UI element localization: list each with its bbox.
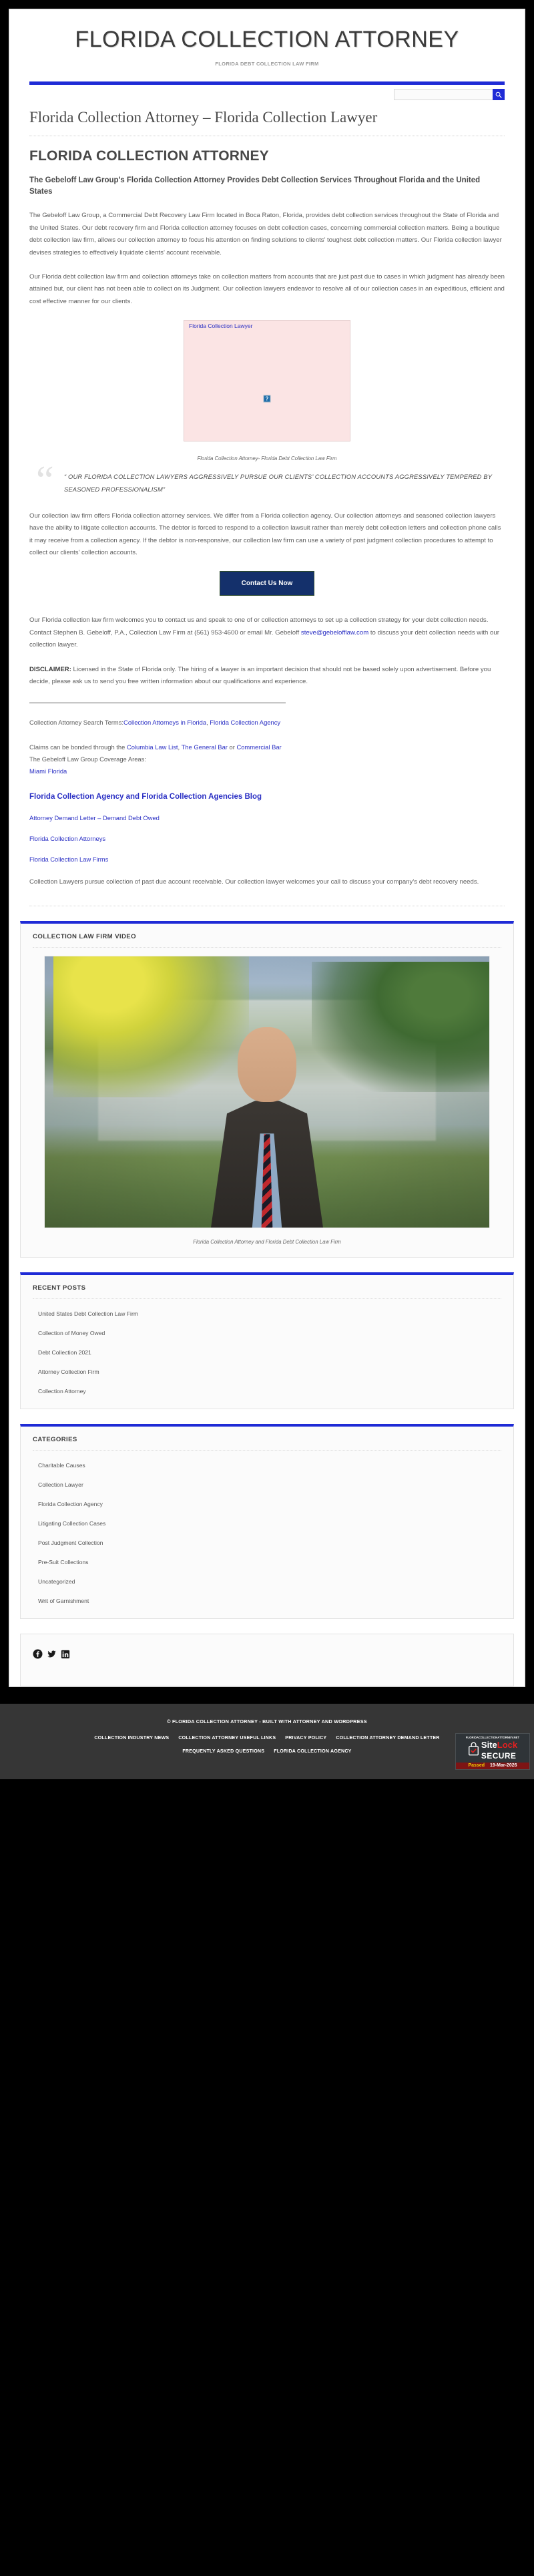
section-subheading: The Gebeloff Law Group’s Florida Collection Attorney Provides Debt Collection Services Throughout Florida and the United States [29, 176, 481, 196]
pull-quote: “ “ OUR FLORIDA COLLECTION LAWYERS AGGRESSIVELY PURSUE OUR CLIENTS’ COLLECTION ACCOUNTS AGGRESSIVELY TEMPERED BY SEASONED PROFESSIONALISM” [29, 471, 505, 496]
category-link-2[interactable]: Florida Collection Agency [38, 1501, 103, 1508]
list-item [33, 1575, 501, 1587]
sitelock-brand-row [456, 1739, 529, 1763]
search-term-link-0[interactable]: Collection Attorneys in Florida [123, 719, 207, 727]
blog-heading: Florida Collection Agency and Florida Collection Agencies Blog [29, 792, 262, 801]
linkedin-icon[interactable] [61, 1650, 70, 1659]
category-link-7[interactable]: Writ of Garnishment [38, 1598, 89, 1605]
list-item [33, 1536, 501, 1548]
category-link-0[interactable]: Charitable Causes [38, 1462, 85, 1469]
footer-link-demand-letter[interactable]: COLLECTION ATTORNEY DEMAND LETTER [336, 1735, 440, 1741]
category-link-4[interactable]: Post Judgment Collection [38, 1539, 103, 1547]
search-icon [495, 91, 502, 98]
search-term-separator: , [206, 719, 210, 727]
site-tagline: FLORIDA DEBT COLLECTION LAW FIRM [215, 61, 319, 67]
site-frame [9, 9, 525, 1686]
sitelock-word-site: Site [481, 1739, 497, 1750]
list-item [33, 1497, 501, 1509]
blog-link-collection-law-firms[interactable]: Florida Collection Law Firms [29, 855, 109, 863]
portrait-head [238, 1027, 296, 1102]
list-item [33, 1594, 501, 1606]
section-heading: FLORIDA COLLECTION ATTORNEY [29, 148, 269, 164]
page-root [0, 9, 534, 1779]
list-item [33, 1517, 501, 1529]
sitelock-word-secure: SECURE [481, 1751, 517, 1761]
bonded-link-general-bar[interactable]: The General Bar [181, 743, 228, 751]
blog-link-collection-attorneys[interactable]: Florida Collection Attorneys [29, 834, 106, 842]
contact-email-link[interactable]: steve@gebelofflaw.com [300, 628, 369, 636]
footer-link-privacy-policy[interactable]: PRIVACY POLICY [285, 1735, 327, 1741]
figure-caption: Florida Collection Attorney- Florida Debt Collection Law Firm [197, 455, 337, 462]
page-title: Florida Collection Attorney – Florida Collection Lawyer [29, 109, 378, 126]
broken-image-icon: ? [264, 395, 271, 403]
collection-lawyer-figure [29, 320, 505, 462]
sitelock-date: 19-Mar-2026 [490, 1763, 517, 1769]
bonded-prefix: Claims can be bonded through the [29, 743, 127, 751]
list-item [33, 1459, 501, 1471]
recent-posts-title: RECENT POSTS [33, 1284, 501, 1299]
category-link-3[interactable]: Litigating Collection Cases [38, 1520, 106, 1527]
recent-post-link-3[interactable]: Attorney Collection Firm [38, 1368, 99, 1376]
list-item [33, 1365, 501, 1377]
social-icon-row [33, 1649, 501, 1659]
recent-posts-widget [20, 1272, 514, 1409]
footer-copyright: © FLORIDA COLLECTION ATTORNEY - BUILT WITH ATTORNEY AND WORDPRESS [167, 1718, 367, 1725]
site-footer [0, 1704, 534, 1779]
search-terms-block [29, 717, 505, 729]
list-item [33, 1555, 501, 1568]
bonded-joiner-1: , [178, 743, 182, 751]
search-term-link-1[interactable]: Florida Collection Agency [210, 719, 281, 727]
footer-nav [0, 1735, 534, 1740]
header-rule-container [9, 71, 525, 85]
contact-paragraph [29, 614, 505, 651]
footer-link-collection-industry-news[interactable]: COLLECTION INDUSTRY NEWS [94, 1735, 170, 1741]
search-input[interactable] [394, 89, 493, 100]
bonded-joiner-2: or [227, 743, 237, 751]
video-caption: Florida Collection Attorney and Florida Debt Collection Law Firm [193, 1239, 341, 1246]
bonded-claims-block [29, 741, 505, 778]
social-widget [20, 1634, 514, 1686]
attorney-portrait-photo[interactable] [44, 956, 490, 1228]
recent-post-link-0[interactable]: United States Debt Collection Law Firm [38, 1310, 138, 1318]
search-row [9, 85, 525, 100]
sitelock-badge[interactable] [455, 1733, 530, 1771]
list-item [33, 1478, 501, 1490]
twitter-icon[interactable] [47, 1649, 57, 1659]
contact-text-after: to discuss your debt collection needs with our collection lawyer. [29, 628, 499, 649]
main-content [9, 136, 525, 906]
category-link-6[interactable]: Uncategorized [38, 1578, 75, 1586]
palm-frond-left [53, 956, 249, 1097]
broken-image-placeholder [184, 320, 350, 441]
video-widget [20, 921, 514, 1258]
footer-link-useful-links[interactable]: COLLECTION ATTORNEY USEFUL LINKS [178, 1735, 276, 1741]
list-item [33, 1346, 501, 1358]
disclaimer-text: Licensed in the State of Florida only. The hiring of a lawyer is an important decision that should not be based solely upon advertisement. Before you decide, please ask us to send you free written information about our qualifications and experience. [29, 665, 491, 686]
list-item [33, 1385, 501, 1397]
facebook-icon[interactable] [33, 1649, 43, 1659]
intro-paragraph-2: Our Florida debt collection law firm and collection attorneys take on collection matters from accounts that are just past due to cases in which judgment has already been attained but, our client has not been able to collect on its Judgment. Our collection lawyers endeavor to resolve all of our collection cases in an expeditious, efficient and cost effective manner for our clients. [29, 272, 505, 305]
coverage-area-link-miami[interactable]: Miami Florida [29, 767, 67, 775]
search-terms-label: Collection Attorney Search Terms: [29, 719, 124, 727]
site-title: FLORIDA COLLECTION ATTORNEY [75, 27, 459, 52]
category-link-5[interactable]: Pre-Suit Collections [38, 1559, 89, 1566]
sitelock-domain: FLORIDACOLLECTIONATTORNEY.NET [465, 1735, 520, 1739]
categories-list [33, 1459, 501, 1606]
footer-link-florida-collection-agency[interactable]: FLORIDA COLLECTION AGENCY [274, 1749, 352, 1755]
contact-text-before: Our Florida collection law firm welcomes you to contact us and speak to one of or collection attorneys to set up a collection strategy for your debt collection needs. Contact Stephen B. Gebeloff, P.A., Collection Law Firm at (561) 953-4600 or email Mr. Gebeloff [29, 616, 489, 636]
list-item [33, 1326, 501, 1338]
recent-posts-list [33, 1307, 501, 1397]
disclaimer-paragraph [29, 664, 505, 689]
site-header [9, 9, 525, 71]
video-figure [33, 956, 501, 1245]
broken-image-alt-text: Florida Collection Lawyer [189, 323, 253, 330]
footer-nav-secondary [0, 1749, 534, 1754]
coverage-areas-label: The Gebeloff Law Group Coverage Areas: [29, 755, 146, 763]
padlock-icon [468, 1741, 479, 1759]
categories-widget [20, 1424, 514, 1619]
contact-us-button[interactable]: Contact Us Now [220, 571, 315, 596]
disclaimer-label: DISCLAIMER: [29, 665, 71, 673]
services-paragraph: Our collection law firm offers Florida collection attorney services. We differ from a Florida collection agency. Our collection attorneys and seasoned collection lawyers have the ability to litigate collection accounts. The debtor is forced to respond to a collection lawsuit rather than merely debt collection letters and collection phone calls it may receive from a collection agency. If the debtor is non-responsive, our collection law firm can use a variety of post judgment collection procedures to attempt to collect our clients’ collection accounts. [29, 512, 501, 557]
search-button[interactable] [493, 89, 505, 100]
list-item [33, 1307, 501, 1319]
categories-title: CATEGORIES [33, 1436, 501, 1451]
recent-post-link-4[interactable]: Collection Attorney [38, 1388, 86, 1395]
intro-paragraph-1: The Gebeloff Law Group, a Commercial Debt Recovery Law Firm located in Boca Raton, Florida, provides debt collection services throughout the State of Florida and the United States. Our debt recovery firm and Florida collection attorney focuses on debt collection cases, concerning commercial collection matters. Being a boutique debt collection law firm, allows our collection attorney to focus his attention on finding solutions to clients’ toughest debt collection matters. Our Florida collection lawyer devises strategies to effectively liquidate clients’ account receivable. [29, 212, 502, 256]
blog-link-demand-letter[interactable]: Attorney Demand Letter – Demand Debt Owed [29, 813, 160, 821]
sitelock-status-bar [456, 1763, 529, 1769]
footer-link-faq[interactable]: FREQUENTLY ASKED QUESTIONS [182, 1749, 265, 1755]
recent-post-link-2[interactable]: Debt Collection 2021 [38, 1349, 91, 1356]
sitelock-status: Passed [468, 1763, 485, 1769]
sitelock-wordmark [481, 1740, 517, 1762]
bonded-link-columbia[interactable]: Columbia Law List [126, 743, 178, 751]
search-form [394, 89, 505, 100]
cta-container [29, 571, 505, 596]
video-widget-title: COLLECTION LAW FIRM VIDEO [33, 933, 501, 948]
palm-frond-right [312, 962, 489, 1092]
bonded-link-commercial-bar[interactable]: Commercial Bar [236, 743, 282, 751]
sitelock-word-lock: Lock [497, 1739, 518, 1750]
category-link-1[interactable]: Collection Lawyer [38, 1481, 83, 1489]
recent-post-link-1[interactable]: Collection of Money Owed [38, 1330, 105, 1337]
closing-paragraph: Collection Lawyers pursue collection of past due account receivable. Our collection lawyer welcomes your call to discuss your company’s debt recovery needs. [29, 878, 479, 886]
